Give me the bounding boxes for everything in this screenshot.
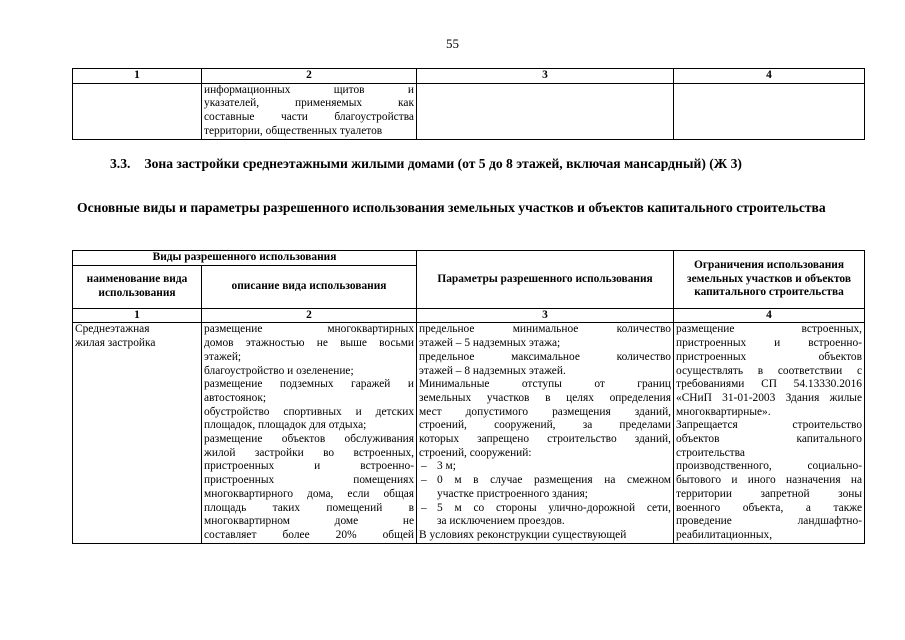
cell-line: жилой застройки во встроенных, [204, 446, 415, 459]
page-number: 55 [446, 36, 459, 51]
cell-line: мест допустимого размещения зданий, [419, 405, 672, 418]
cell-line: Минимальные отступы от границ [419, 378, 672, 391]
cell-line: строений, сооружений: [419, 446, 532, 459]
dash-marker: – [421, 474, 427, 487]
cell-line: производственного, социально- [676, 460, 863, 473]
cell-line: предельное максимальное количество [419, 350, 672, 363]
cell-line: этажей – 5 надземных этажа; [419, 337, 561, 350]
cell-line: указателей, применяемых как [204, 97, 414, 110]
list-item [419, 502, 671, 529]
land-use-table [72, 250, 865, 544]
cell-line: Запрещается строительство [676, 419, 863, 432]
col-number-2: 2 [202, 308, 417, 323]
use-restrictions-cell [674, 323, 865, 543]
cell-line: жилая застройка [75, 337, 156, 350]
cell-line: строительства [676, 446, 745, 459]
cell-line: объектов капитального [676, 433, 863, 446]
cell-line: составные части благоустройства [204, 111, 414, 124]
table-row [73, 83, 865, 139]
cell-line: территории запретной зоны [676, 487, 863, 500]
table-cell [73, 83, 202, 139]
continued-table [72, 68, 865, 140]
cell-line: многоквартирном доме не [204, 515, 415, 528]
cell-line: которых запрещено строительство зданий, [419, 433, 672, 446]
cell-line: пристроенных и встроенно- [204, 460, 415, 473]
col-number-4: 4 [674, 308, 865, 323]
col-number-1: 1 [73, 69, 202, 84]
dash-marker: – [421, 501, 427, 514]
table-row [73, 323, 865, 543]
cell-line: В условиях реконструкции существующей [419, 528, 627, 541]
cell-line: многоквартирного дома, если общая [204, 487, 415, 500]
use-parameters-cell [417, 323, 674, 543]
cell-line: проведение ландшафтно- [676, 515, 863, 528]
section-title: Зона застройки среднеэтажными жилыми домами (от 5 до 8 этажей, включая мансардный) (Ж 3) [144, 156, 742, 171]
cell-line: строений, сооружений, за пределами [419, 419, 672, 432]
col-number-2: 2 [202, 69, 417, 84]
header-col1: наименование вида использования [73, 265, 202, 308]
cell-line: бытового и иного назначения на [676, 474, 863, 487]
cell-line: за исключением проездов. [437, 515, 565, 528]
dash-marker: – [421, 460, 427, 473]
cell-line: этажей – 8 надземных этажей. [419, 364, 566, 377]
cell-line: участке пристроенного здания; [437, 487, 588, 500]
col-number-1: 1 [73, 308, 202, 323]
cell-line: домов этажностью не выше восьми [204, 337, 415, 350]
block-heading: Основные виды и параметры разрешенного использования земельных участков и объектов капитального строительства [77, 200, 826, 215]
col-number-3: 3 [417, 69, 674, 84]
cell-line: составляет более 20% общей [204, 528, 415, 541]
table-cell [674, 83, 865, 139]
cell-line: территории, общественных туалетов [204, 124, 383, 137]
cell-line: площадь таких помещений в [204, 501, 415, 514]
section-heading [110, 156, 742, 172]
header-col4: Ограничения использования земельных участков и объектов капитального строительства [674, 251, 865, 309]
use-description-cell [202, 323, 417, 543]
cell-line: осуществлять в соответствии с [676, 364, 863, 377]
cell-line: земельных участков в целях определения [419, 391, 672, 404]
cell-line: 0 м в случае размещения на смежном [437, 474, 672, 487]
list-item [419, 474, 671, 501]
cell-line: многоквартирные». [676, 405, 771, 418]
col-number-3: 3 [417, 308, 674, 323]
list-item [419, 460, 671, 474]
cell-line: площадок, площадок для отдыха; [204, 419, 367, 432]
cell-line: размещение подземных гаражей и [204, 378, 415, 391]
table-cell [202, 83, 417, 139]
cell-line: предельное минимальное количество [419, 323, 672, 336]
use-name-cell [73, 323, 202, 543]
cell-line: обустройство спортивных и детских [204, 405, 415, 418]
cell-line: «СНиП 31-01-2003 Здания жилые [676, 391, 863, 404]
cell-line: Среднеэтажная [75, 323, 150, 336]
header-group: Виды разрешенного использования [73, 251, 417, 266]
cell-line: этажей; [204, 350, 242, 363]
header-col3: Параметры разрешенного использования [417, 251, 674, 309]
cell-line: требованиями СП 54.13330.2016 [676, 378, 863, 391]
cell-line: размещение встроенных, [676, 323, 863, 336]
col-number-4: 4 [674, 69, 865, 84]
header-col2: описание вида использования [202, 265, 417, 308]
cell-line: 3 м; [437, 460, 456, 473]
cell-line: благоустройство и озеленение; [204, 364, 354, 377]
cell-line: реабилитационных, [676, 528, 773, 541]
cell-line: автостоянок; [204, 391, 267, 404]
cell-line: пристроенных объектов [676, 350, 863, 363]
table-cell [417, 83, 674, 139]
cell-line: 5 м со стороны улично-дорожной сети, [437, 501, 672, 514]
cell-line: пристроенных и встроенно- [676, 337, 863, 350]
cell-line: информационных щитов и [204, 83, 414, 96]
cell-line: пристроенных помещениях [204, 474, 415, 487]
cell-line: размещение многоквартирных [204, 323, 415, 336]
cell-line: размещение объектов обслуживания [204, 433, 415, 446]
cell-line: военного объекта, а также [676, 501, 863, 514]
section-number: 3.3. [110, 156, 131, 171]
